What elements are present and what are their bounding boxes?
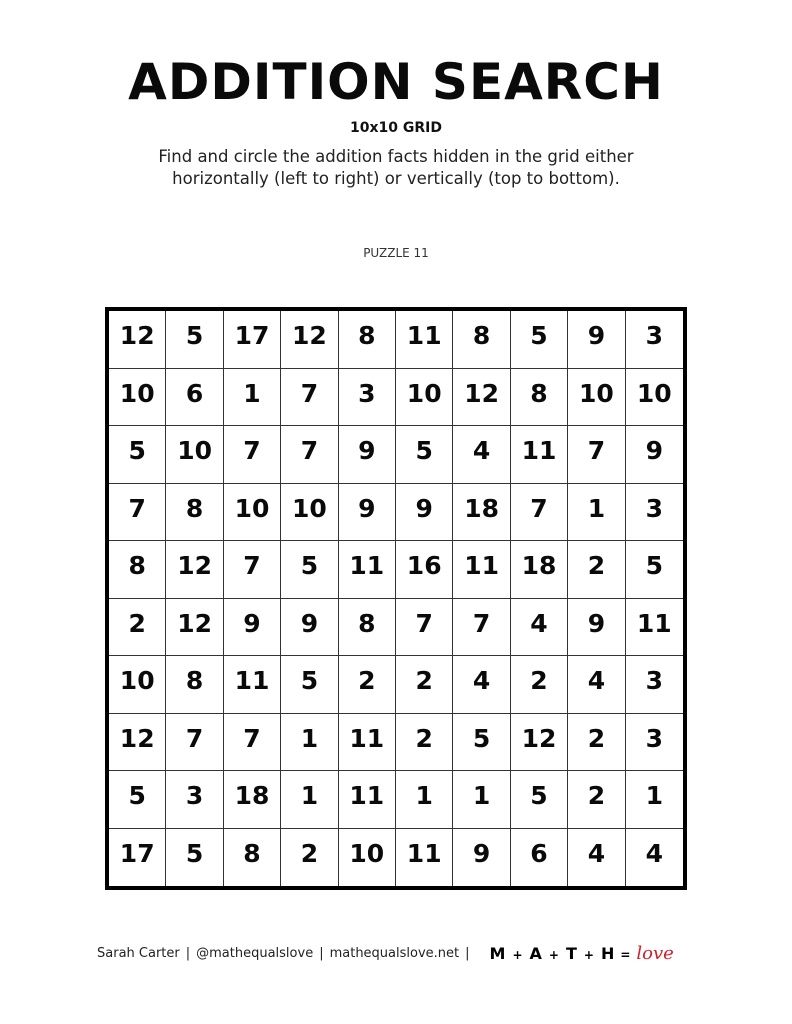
footer-separator: | (319, 946, 324, 961)
grid-cell[interactable]: 8 (166, 656, 223, 714)
grid-cell[interactable]: 18 (224, 771, 281, 829)
grid-cell[interactable]: 7 (396, 599, 453, 657)
grid-cell[interactable]: 7 (281, 369, 338, 427)
grid-cell[interactable]: 4 (645, 838, 663, 868)
grid-cell[interactable]: 9 (396, 484, 453, 542)
grid-cell[interactable]: 7 (109, 484, 166, 542)
grid-cell[interactable]: 8 (339, 599, 396, 657)
grid-cell[interactable]: 12 (109, 714, 166, 772)
grid-cell[interactable]: 4 (453, 656, 510, 714)
grid-cell[interactable]: 11 (626, 599, 683, 657)
grid-cell[interactable]: 9 (224, 599, 281, 657)
grid-cell[interactable]: 7 (453, 599, 510, 657)
grid-cell[interactable]: 9 (568, 599, 625, 657)
grid-cell[interactable]: 8 (224, 829, 281, 887)
grid-cell[interactable]: 1 (396, 771, 453, 829)
grid-cell[interactable]: 3 (339, 369, 396, 427)
grid-cell[interactable]: 5 (109, 426, 166, 484)
instructions-text: Find and circle the addition facts hidden in the grid either horizontally (left to right) or vertically (top to bottom). (158, 147, 634, 188)
brand-letter: A (529, 944, 543, 963)
author-name: Sarah Carter (97, 946, 180, 961)
plus-sign: + (583, 948, 595, 962)
grid-cell[interactable]: 9 (339, 426, 396, 484)
grid-cell[interactable]: 11 (511, 426, 568, 484)
grid-cell[interactable]: 7 (166, 714, 223, 772)
grid-cell[interactable]: 10 (568, 369, 625, 427)
grid-cell[interactable]: 11 (339, 714, 396, 772)
grid-cell[interactable]: 7 (568, 426, 625, 484)
grid-cell[interactable]: 3 (166, 771, 223, 829)
grid-cell[interactable]: 11 (453, 541, 510, 599)
grid-cell[interactable]: 12 (166, 541, 223, 599)
grid-cell[interactable]: 2 (396, 714, 453, 772)
grid-cell[interactable]: 10 (281, 484, 338, 542)
grid-cell[interactable]: 1 (626, 771, 683, 829)
grid-cell[interactable]: 9 (281, 599, 338, 657)
grid-cell[interactable]: 2 (339, 656, 396, 714)
grid-cell[interactable]: 17 (224, 311, 281, 369)
grid-size-subtitle: 10x10 GRID (350, 120, 442, 136)
grid-cell[interactable]: 2 (396, 656, 453, 714)
grid-cell[interactable]: 9 (568, 311, 625, 369)
grid-cell[interactable]: 3 (626, 311, 683, 369)
grid-cell[interactable]: 5 (281, 656, 338, 714)
website-link[interactable]: mathequalslove.net (329, 946, 460, 961)
grid-cell[interactable]: 10 (626, 369, 683, 427)
grid-cell[interactable]: 6 (166, 369, 223, 427)
grid-cell[interactable]: 8 (339, 311, 396, 369)
grid-cell[interactable]: 2 (568, 714, 625, 772)
grid-cell[interactable]: 8 (166, 484, 223, 542)
grid-cell[interactable]: 11 (396, 311, 453, 369)
grid-cell[interactable]: 11 (224, 656, 281, 714)
grid-cell[interactable]: 2 (568, 771, 625, 829)
grid-cell[interactable]: 10 (166, 426, 223, 484)
equals-sign: = (620, 948, 632, 962)
grid-cell[interactable]: 4 (453, 426, 510, 484)
grid-cell[interactable]: 2 (281, 829, 338, 887)
grid-cell[interactable]: 9 (453, 829, 510, 887)
grid-cell[interactable]: 2 (568, 541, 625, 599)
grid-cell[interactable]: 7 (511, 484, 568, 542)
grid-cell[interactable]: 10 (109, 369, 166, 427)
grid-cell[interactable]: 10 (396, 369, 453, 427)
grid-cell[interactable]: 9 (626, 426, 683, 484)
brand-letter: H (600, 944, 616, 963)
grid-cell[interactable]: 1 (453, 771, 510, 829)
brand-letter: T (565, 944, 578, 963)
grid-cell[interactable]: 11 (339, 771, 396, 829)
grid-cell[interactable]: 12 (109, 311, 166, 369)
grid-cell[interactable]: 3 (626, 714, 683, 772)
grid-cell[interactable]: 18 (511, 541, 568, 599)
grid-cell[interactable]: 8 (511, 369, 568, 427)
grid-cell[interactable]: 4 (568, 829, 625, 887)
grid-cell[interactable]: 17 (109, 829, 166, 887)
love-script-word: love (636, 943, 674, 964)
grid-cell[interactable]: 1 (568, 484, 625, 542)
grid-cell[interactable]: 7 (224, 714, 281, 772)
grid-cell[interactable]: 12 (166, 599, 223, 657)
grid-cell[interactable]: 5 (626, 541, 683, 599)
plus-sign: + (512, 948, 524, 962)
grid-cell[interactable]: 5 (453, 714, 510, 772)
grid-cell[interactable]: 8 (109, 541, 166, 599)
grid-cell[interactable]: 5 (109, 771, 166, 829)
grid-cell[interactable]: 5 (166, 829, 223, 887)
grid-cell[interactable]: 7 (224, 541, 281, 599)
page-title: ADDITION SEARCH (128, 53, 664, 111)
puzzle-label: PUZZLE 11 (363, 246, 429, 260)
grid-cell[interactable]: 16 (396, 541, 453, 599)
grid-cell[interactable]: 10 (109, 656, 166, 714)
grid-cell[interactable]: 5 (281, 541, 338, 599)
grid-cell[interactable]: 4 (511, 599, 568, 657)
grid-cell[interactable]: 5 (511, 771, 568, 829)
grid-cell[interactable]: 1 (281, 714, 338, 772)
grid-cell[interactable]: 10 (224, 484, 281, 542)
footer-separator: | (185, 946, 191, 961)
brand-letter: M (489, 944, 507, 963)
grid-cell[interactable]: 5 (511, 311, 568, 369)
grid-cell[interactable]: 18 (453, 484, 510, 542)
plus-sign: + (548, 948, 560, 962)
grid-cell[interactable]: 10 (339, 829, 396, 887)
footer-separator: | (465, 946, 470, 961)
grid-cell[interactable]: 4 (568, 656, 625, 714)
grid-cell[interactable]: 3 (626, 656, 683, 714)
number-grid (105, 307, 687, 890)
grid-cell[interactable]: 12 (453, 369, 510, 427)
brand-logo (490, 943, 674, 964)
footer (97, 943, 717, 964)
grid-cell[interactable]: 11 (396, 829, 453, 887)
grid-cell[interactable]: 7 (281, 426, 338, 484)
grid-cell[interactable]: 6 (511, 829, 568, 887)
social-handle: @mathequalslove (196, 946, 314, 961)
grid-cell[interactable]: 12 (511, 714, 568, 772)
grid-cell[interactable]: 2 (109, 599, 166, 657)
grid-cell[interactable]: 1 (224, 369, 281, 427)
grid-cell[interactable]: 3 (626, 484, 683, 542)
grid-cell[interactable]: 5 (396, 426, 453, 484)
grid-cell[interactable]: 12 (281, 311, 338, 369)
grid-cell[interactable]: 1 (281, 771, 338, 829)
grid-cell[interactable]: 11 (339, 541, 396, 599)
grid-cell[interactable]: 2 (511, 656, 568, 714)
grid-cell[interactable]: 9 (339, 484, 396, 542)
grid-cell[interactable]: 7 (224, 426, 281, 484)
grid-cell[interactable]: 5 (166, 311, 223, 369)
grid-cell[interactable]: 8 (453, 311, 510, 369)
